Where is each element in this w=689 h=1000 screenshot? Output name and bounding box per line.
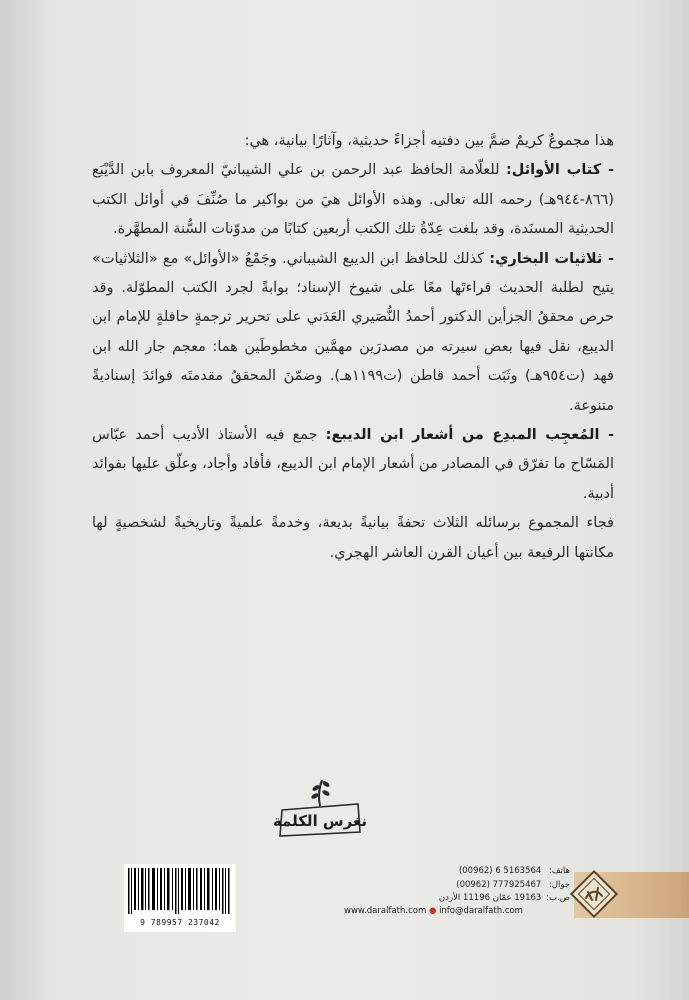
phone-label: هاتف: [548,866,570,876]
logo-text: نغرس الكلمة [272,812,368,830]
website-link[interactable]: www.daralfath.com [344,906,427,916]
section-text-thulathiyyat: كذلك للحافظ ابن الديبع الشيباني. وجَمْعُ «الأوائل» مع «الثلاثيات» يتيح لطلبة الحديث قراءتَها معًا على شيوخ الإسناد؛ بوابةً لجرد الكتب المطوّلة. وقد حرص محققُ الجزأين الدكتور أحمدُ النُّصَيري العَدَني على تحرير ترجمةٍ حافلةٍ للإمام ابن الديبع، نقل فيها بعض سيرته من مصدرَين مهمَّين مخطوطَين هما: معجم جار الله ابن فهد (ت٩٥٤هـ) وثَبَت أحمد قاطن (ت١١٩٩هـ). وضمّنَ المحققُ مقدمتَه فوائدَ إسناديةً متنوعة. [92,250,614,414]
pobox-row [362,892,570,906]
pobox-label: ص.ب: [546,893,570,903]
cover-blurb [92,127,614,568]
section-awail [92,156,614,244]
publisher-logo [272,776,368,842]
publisher-contact [362,865,570,906]
barcode-icon [124,864,236,916]
intro-paragraph: هذا مجموعٌ كريمٌ ضمَّ بين دفتيه أجزاءً حديثية، وآثارًا بيانية، هي: [244,133,614,149]
pobox-value: 19163 عمّان 11196 الأردن [438,893,542,903]
phone-value: (00962) 6 5163564 [458,866,542,876]
calligraphy-emblem-icon [568,868,620,920]
closing-paragraph: فجاء المجموع برسائله الثلاث تحفةً بيانيةً بديعة، وخدمةً علميةً وتاريخيةً لشخصيةٍ لها مكانتها الرفيعة بين أعيان القرن العاشر الهجري. [92,515,614,561]
publisher-emblem [568,868,620,920]
section-title-mujib: - المُعجِب المبدِع من أشعار ابن الديبع: [325,427,614,444]
isbn-number: 9 789957 237042 [140,918,220,927]
section-thulathiyyat [92,245,614,421]
section-text-mujib: جمع فيه الأستاذ الأديب أحمد عبّاس المَسّاح ما تفرّق في المصادر من أشعار الإمام ابن الديبع، فأفاد وأجاد، وعلّق عليها بفوائد أدبية. [92,427,614,502]
section-text-awail: للعلّامة الحافظ عبد الرحمن بن علي الشيبانيّ المعروف بابن الدَّيْبَع (٨٦٦-٩٤٤هـ) رحمه الله تعالى. وهذه الأوائل هيَ من بواكير ما صُنِّفَ في أوائل الكتب الحديثية المسنَدة، وقد بلغت عِدّةُ تلك الكتب أربعين كتابًا من مدوّنات السُّنة المطهَّرة. [92,162,614,238]
section-mujib [92,421,614,509]
mobile-row [362,879,570,893]
web-contact-row [344,906,570,916]
email-link[interactable]: info@daralfath.com [439,906,523,916]
mobile-label: جوال: [548,879,570,890]
mobile-value: (00962) 777925467 [456,879,542,890]
isbn-barcode [124,864,236,932]
wheat-sprout-icon [272,776,368,842]
bullet-icon: ● [428,906,437,916]
section-title-awail: - كتاب الأوائل: [505,162,615,179]
section-title-thulathiyyat: - ثلاثيات البخاري: [489,250,614,267]
phone-row [362,865,570,879]
